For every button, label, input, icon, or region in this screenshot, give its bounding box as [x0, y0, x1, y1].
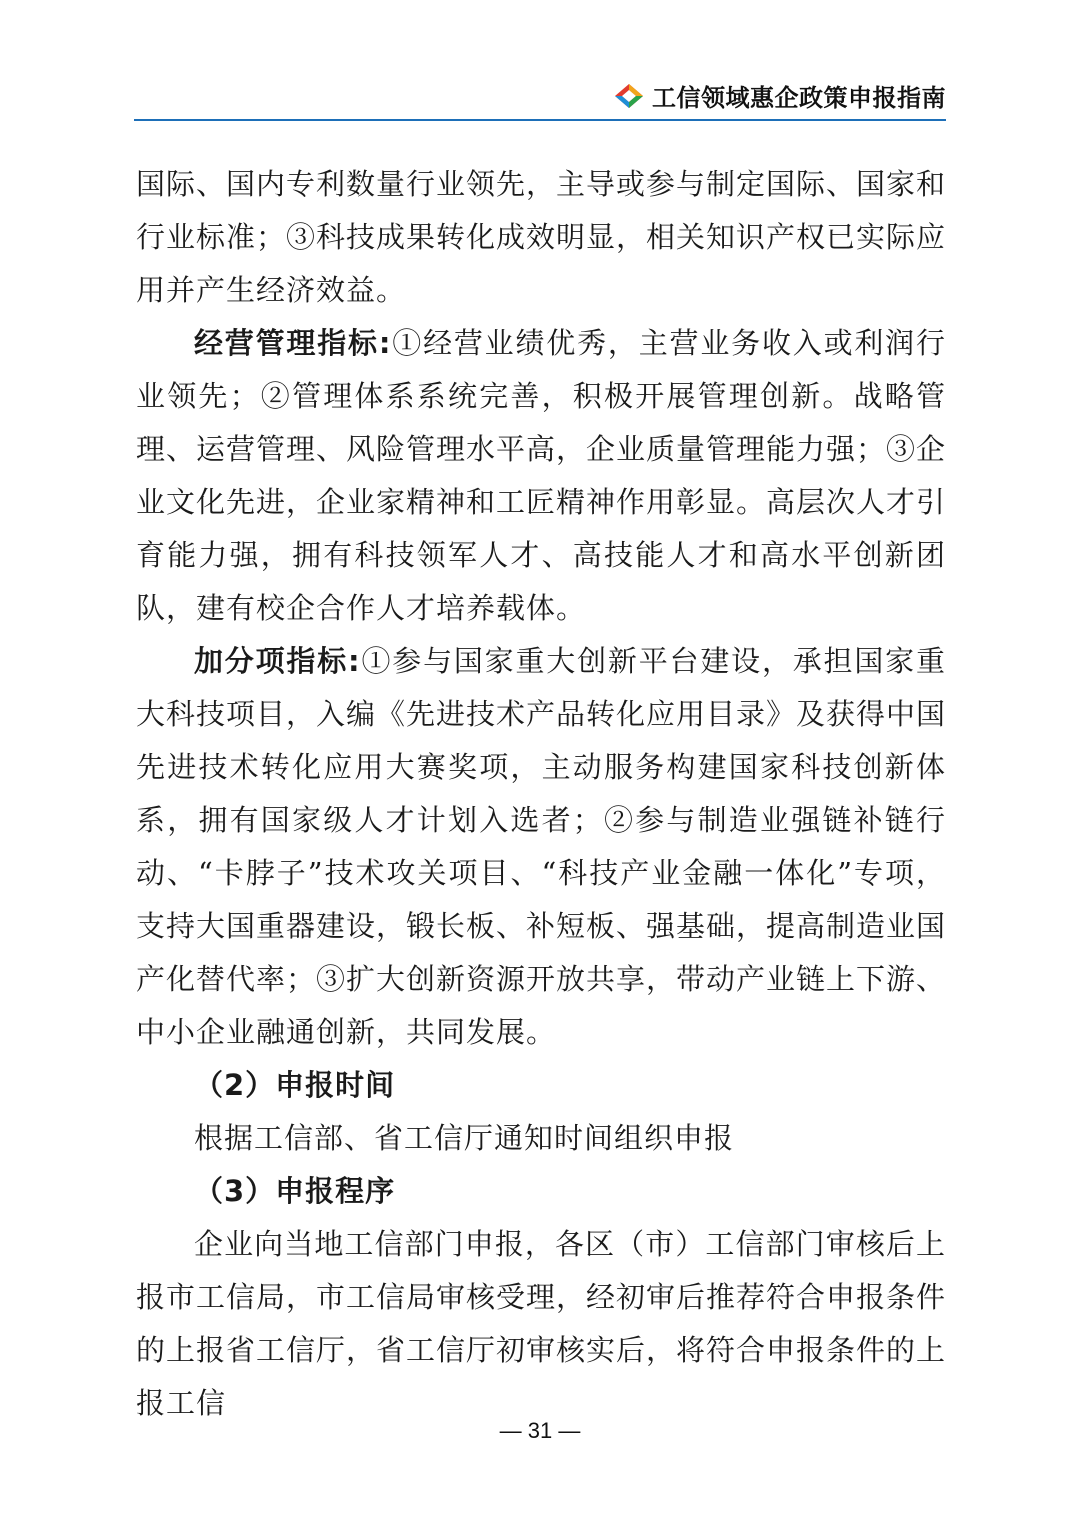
- paragraph-bonus-items: [136, 635, 946, 1059]
- operation-management-text: ①经营业绩优秀，主营业务收入或利润行业领先；②管理体系系统完善，积极开展管理创新。战略管理、运营管理、风险管理水平高，企业质量管理能力强；③企业文化先进，企业家精神和工匠精神作用彰显。高层次人才引育能力强，拥有科技领军人才、高技能人才和高水平创新团队，建有校企合作人才培养载体。: [136, 326, 947, 625]
- header-divider: [134, 119, 946, 121]
- paragraph-operation-management: [136, 317, 946, 635]
- document-series-title: 工信领域惠企政策申报指南: [652, 84, 946, 112]
- paragraph-application-time: 根据工信部、省工信厅通知时间组织申报: [194, 1121, 735, 1155]
- paragraph-application-procedure: 企业向当地工信部门申报，各区（市）工信部门审核后上报市工信局，市工信局审核受理，经初审后推荐符合申报条件的上报省工信厅，省工信厅初审核实后，将符合申报条件的上报工信: [136, 1227, 947, 1420]
- section-heading-application-time: （2）申报时间: [194, 1068, 396, 1102]
- page-number: — 31 —: [499, 1418, 581, 1443]
- colored-diamond-logo-icon: [612, 82, 646, 110]
- paragraph-patent-standards: 国际、国内专利数量行业领先，主导或参与制定国际、国家和行业标准；③科技成果转化成效明显，相关知识产权已实际应用并产生经济效益。: [136, 167, 947, 307]
- bonus-items-label: 加分项指标:: [194, 644, 361, 678]
- operation-management-label: 经营管理指标:: [194, 326, 392, 360]
- bonus-items-text: ①参与国家重大创新平台建设，承担国家重大科技项目，入编《先进技术产品转化应用目录》及获得中国先进技术转化应用大赛奖项，主动服务构建国家科技创新体系，拥有国家级人才计划入选者；②参与制造业强链补链行动、“卡脖子”技术攻关项目、“科技产业金融一体化”专项，支持大国重器建设，锻长板、补短板、强基础，提高制造业国产化替代率；③扩大创新资源开放共享，带动产业链上下游、中小企业融通创新，共同发展。: [136, 644, 947, 1049]
- page-header: [612, 78, 946, 113]
- page-body: [136, 158, 946, 1430]
- section-heading-application-procedure: （3）申报程序: [194, 1174, 396, 1208]
